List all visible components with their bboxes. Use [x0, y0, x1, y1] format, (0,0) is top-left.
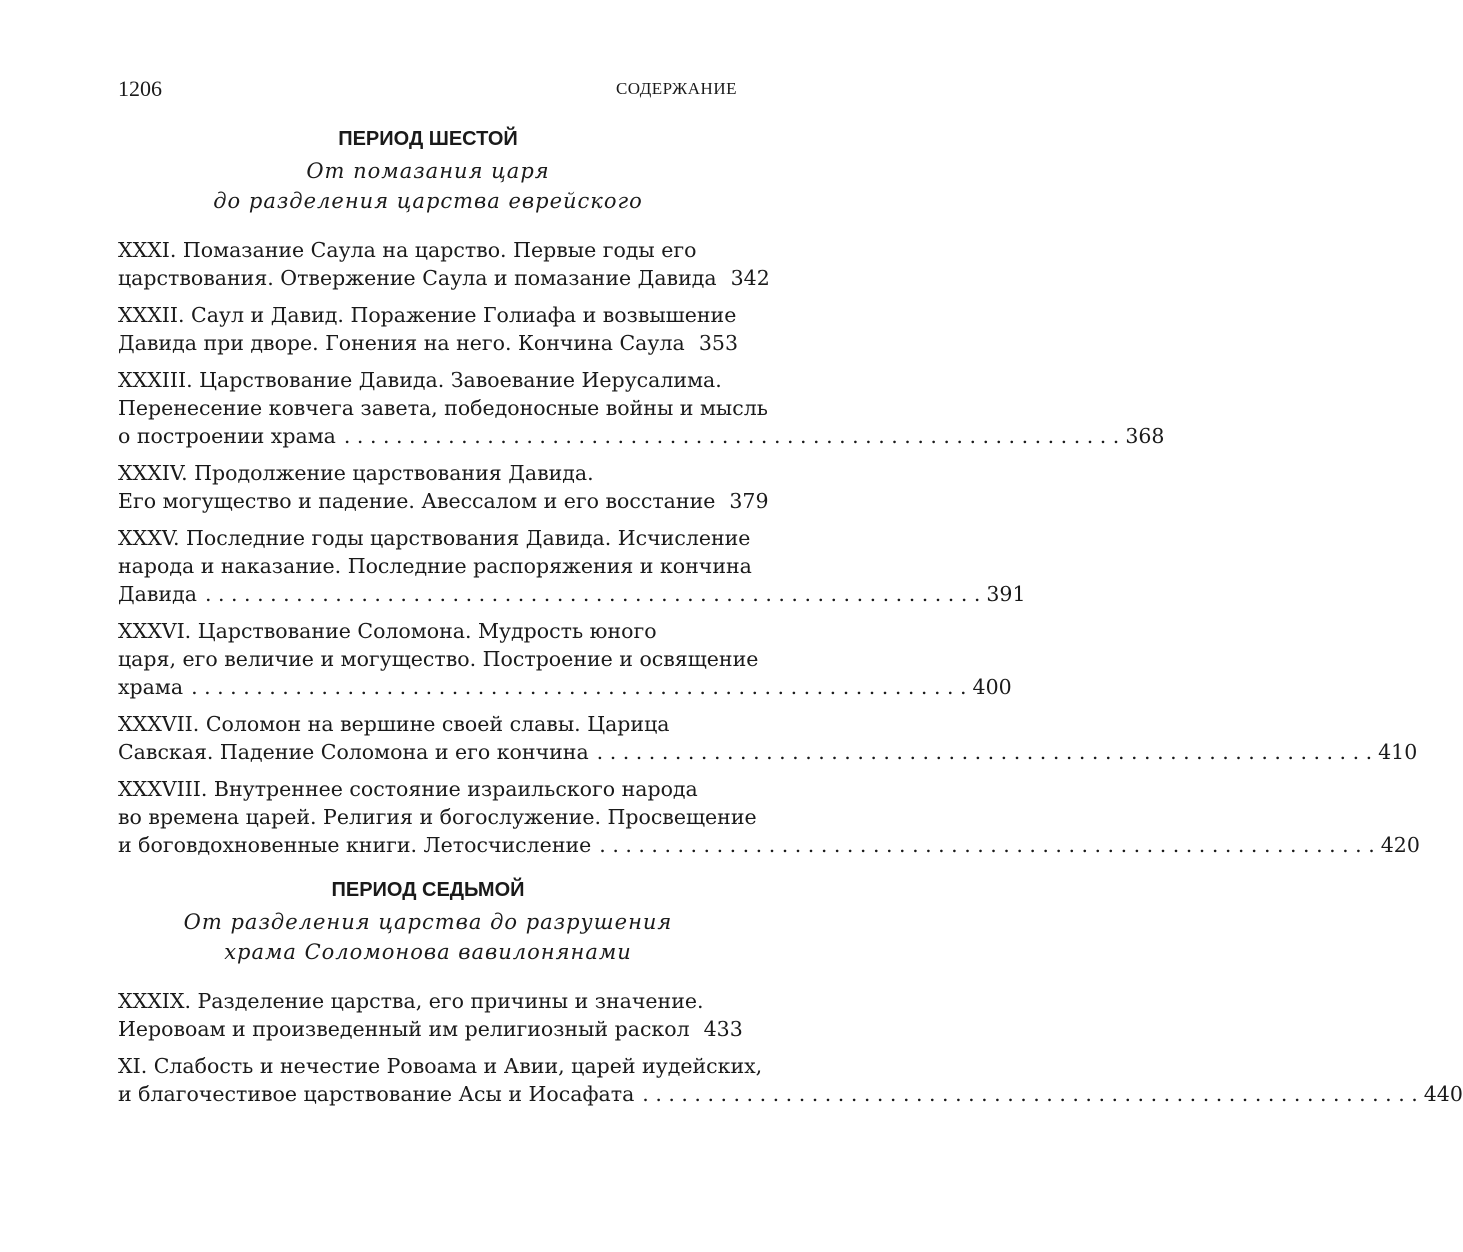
toc-entry-last-line	[118, 487, 769, 515]
period-subtitle-line: От разделения царства до разрушения	[183, 910, 673, 934]
toc-entry-last-line	[118, 1080, 1463, 1108]
table-of-contents	[118, 122, 1463, 1117]
toc-page-number: 391	[986, 582, 1026, 606]
page-header	[118, 76, 737, 110]
toc-entry-last-line	[118, 329, 738, 357]
toc-entry-line: XXXIX. Разделение царства, его причины и значение.	[118, 989, 704, 1013]
period-title: ПЕРИОД ШЕСТОЙ	[338, 128, 518, 150]
toc-entry-last-line	[118, 264, 770, 292]
toc-entry-line: XXXV. Последние годы царствования Давида. Исчисление	[118, 526, 751, 550]
toc-entry-line: во времена царей. Религия и богослужение. Просвещение	[118, 805, 757, 829]
toc-entry-last-line	[118, 673, 1012, 701]
period-subtitle	[118, 907, 738, 967]
toc-entry-line: XXXIII. Царствование Давида. Завоевание Иерусалима.	[118, 368, 722, 392]
toc-entry-text: и благочестивое царствование Асы и Иосафата	[118, 1082, 635, 1106]
period-subtitle	[118, 156, 738, 216]
period-subtitle-line: до разделения царства еврейского	[213, 189, 643, 213]
toc-entry-text: и боговдохновенные книги. Летосчисление	[118, 833, 592, 857]
period-subtitle-line: От помазания царя	[306, 159, 550, 183]
toc-page-number: 368	[1125, 424, 1165, 448]
toc-entry	[118, 366, 1165, 450]
toc-entry-text: царствования. Отвержение Саула и помазание Давида	[118, 266, 717, 290]
dot-leader: . . . . . . . . . . . . . . . . . . . . . . . . . . . . . . . . . . . . . . . . . . . . . . . . . . . . . . . . . . . .	[343, 424, 1120, 448]
toc-page-number: 433	[703, 1017, 743, 1041]
toc-entry-line: XXXVI. Царствование Соломона. Мудрость юного	[118, 619, 657, 643]
toc-entry	[118, 617, 1012, 701]
toc-entry-line: XXXIV. Продолжение царствования Давида.	[118, 461, 594, 485]
period-title: ПЕРИОД СЕДЬМОЙ	[331, 879, 525, 901]
dot-leader: . . . . . . . . . . . . . . . . . . . . . . . . . . . . . . . . . . . . . . . . . . . . . . . . . . . . . . . . . . . .	[642, 1082, 1418, 1106]
toc-entry-line: XXXI. Помазание Саула на царство. Первые годы его	[118, 238, 697, 262]
toc-entry	[118, 459, 769, 515]
period-section	[118, 873, 1463, 1108]
toc-entry	[118, 710, 1418, 766]
toc-entry-text: Давида при дворе. Гонения на него. Кончина Саула	[118, 331, 685, 355]
toc-entry	[118, 524, 1026, 608]
toc-entry-last-line	[118, 580, 1026, 608]
toc-entry	[118, 301, 738, 357]
toc-entry-text: Иеровоам и произведенный им религиозный раскол	[118, 1017, 690, 1041]
toc-entry-line: царя, его величие и могущество. Построение и освящение	[118, 647, 759, 671]
toc-entry-text: Савская. Падение Соломона и его кончина	[118, 740, 589, 764]
period-section	[118, 122, 1420, 859]
toc-entry-last-line	[118, 422, 1165, 450]
toc-entry-last-line	[118, 1015, 743, 1043]
toc-entry-text: о построении храма	[118, 424, 336, 448]
period-subtitle-line: храма Соломонова вавилонянами	[224, 940, 632, 964]
dot-leader: . . . . . . . . . . . . . . . . . . . . . . . . . . . . . . . . . . . . . . . . . . . . . . . . . . . . . . . . . . . .	[204, 582, 981, 606]
toc-entry-line: Перенесение ковчега завета, победоносные войны и мысль	[118, 396, 768, 420]
toc-entry	[118, 236, 770, 292]
toc-entry-text: Его могущество и падение. Авессалом и его восстание	[118, 489, 716, 513]
page-number: 1206	[118, 76, 162, 101]
toc-page-number: 342	[730, 266, 770, 290]
running-title: СОДЕРЖАНИЕ	[615, 79, 737, 98]
toc-entry-text: храма	[118, 675, 184, 699]
toc-page-number: 440	[1423, 1082, 1463, 1106]
dot-leader: . . . . . . . . . . . . . . . . . . . . . . . . . . . . . . . . . . . . . . . . . . . . . . . . . . . . . . . . . . . .	[191, 675, 967, 699]
toc-page-number: 379	[729, 489, 769, 513]
toc-entry-line: народа и наказание. Последние распоряжения и кончина	[118, 554, 752, 578]
toc-entry-line: XI. Слабость и нечестие Ровоама и Авии, царей иудейских,	[118, 1054, 763, 1078]
dot-leader: . . . . . . . . . . . . . . . . . . . . . . . . . . . . . . . . . . . . . . . . . . . . . . . . . . . . . . . . . . . .	[599, 833, 1375, 857]
toc-page-number: 410	[1378, 740, 1418, 764]
toc-page-number: 400	[972, 675, 1012, 699]
toc-entry-text: Давида	[118, 582, 197, 606]
toc-entry-last-line	[118, 831, 1420, 859]
toc-page-number: 420	[1380, 833, 1420, 857]
toc-entry-line: XXXVII. Соломон на вершине своей славы. Царица	[118, 712, 670, 736]
dot-leader: . . . . . . . . . . . . . . . . . . . . . . . . . . . . . . . . . . . . . . . . . . . . . . . . . . . . . . . . . . . .	[596, 740, 1373, 764]
toc-entry	[118, 775, 1420, 859]
toc-entry-line: XXXII. Саул и Давид. Поражение Голиафа и возвышение	[118, 303, 737, 327]
toc-entry	[118, 1052, 1463, 1108]
toc-entry-last-line	[118, 738, 1418, 766]
toc-entry	[118, 987, 743, 1043]
toc-entry-line: XXXVIII. Внутреннее состояние израильского народа	[118, 777, 698, 801]
toc-page-number: 353	[698, 331, 738, 355]
